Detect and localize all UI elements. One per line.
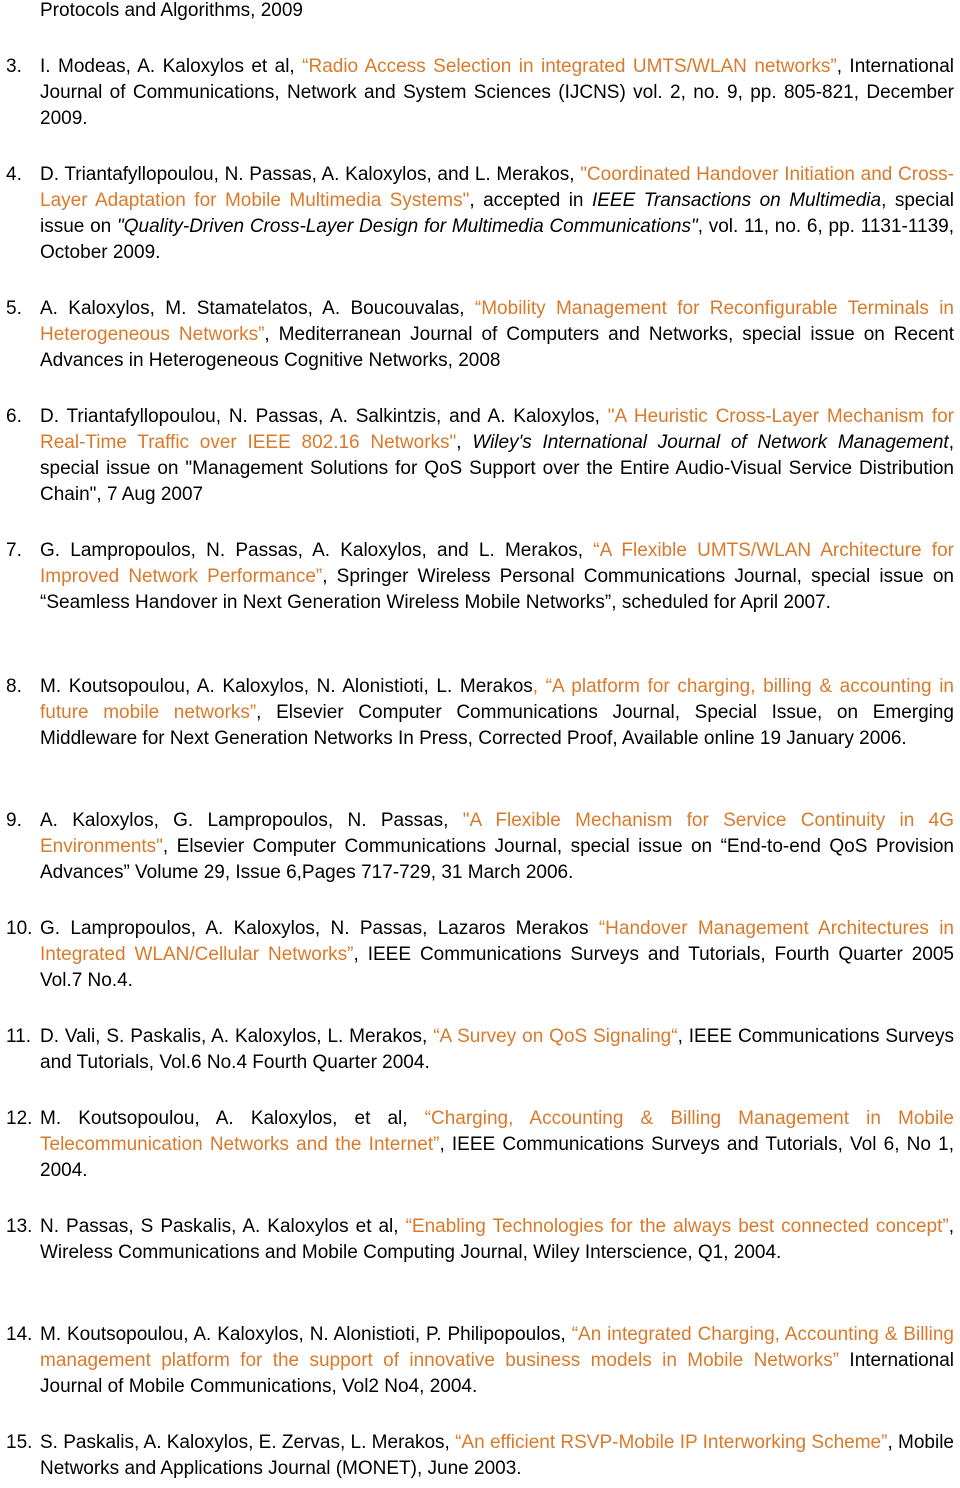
reference-item xyxy=(6,808,954,886)
reference-text: M. Koutsopoulou, A. Kaloxylos, et al, xyxy=(40,1108,425,1129)
reference-title: “A Flexible UMTS/WLAN Architecture for Improved Network Performance” xyxy=(40,540,954,587)
reference-text: M. Koutsopoulou, A. Kaloxylos, N. Alonistioti, P. Philipopoulos, xyxy=(40,1324,572,1345)
reference-item xyxy=(6,1214,954,1266)
continued-reference-line: Protocols and Algorithms, 2009 xyxy=(40,0,303,21)
reference-title: “An efficient RSVP-Mobile IP Interworking Scheme” xyxy=(455,1432,888,1453)
reference-number: 7. xyxy=(6,540,22,561)
reference-text: , Mediterranean Journal of Computers and Networks, special issue on Recent Advances in Heterogeneous Cognitive Networks, 2008 xyxy=(40,324,955,371)
reference-text: D. Triantafyllopoulou, N. Passas, A. Kaloxylos, and L. Merakos, xyxy=(40,164,581,185)
reference-title: “Enabling Technologies for the always best connected concept” xyxy=(405,1216,949,1237)
reference-title: “An integrated Charging, Accounting & Billing management platform for the support of innovative business models in Mobile Networks” xyxy=(40,1324,954,1371)
reference-item xyxy=(6,296,955,374)
reference-number: 8. xyxy=(6,676,22,697)
reference-title: “Handover Management Architectures in Integrated WLAN/Cellular Networks” xyxy=(40,918,955,965)
reference-title: “Mobility Management for Reconfigurable Terminals in Heterogeneous Networks” xyxy=(40,298,954,345)
reference-number: 15. xyxy=(6,1432,33,1453)
reference-number: 14. xyxy=(6,1324,33,1345)
reference-title: "A Heuristic Cross-Layer Mechanism for Real-Time Traffic over IEEE 802.16 Networks" xyxy=(40,406,954,453)
reference-text: , International Journal of Communications, Network and System Sciences (IJCNS) vol. 2, no. 9, pp. 805-821, December 2009. xyxy=(40,56,954,129)
reference-text: International Journal of Mobile Communications, Vol2 No4, 2004. xyxy=(40,1350,955,1397)
reference-venue: IEEE Transactions on Multimedia xyxy=(591,190,882,211)
reference-text: G. Lampropoulos, N. Passas, A. Kaloxylos, and L. Merakos, xyxy=(40,540,594,561)
reference-title: "Coordinated Handover Initiation and Cross-Layer Adaptation for Mobile Multimedia Systems" xyxy=(40,164,955,211)
reference-item xyxy=(6,1322,955,1400)
reference-number: 13. xyxy=(6,1216,33,1237)
reference-text: D. Vali, S. Paskalis, A. Kaloxylos, L. Merakos, xyxy=(40,1026,434,1047)
reference-item xyxy=(6,162,955,266)
reference-text: , Springer Wireless Personal Communications Journal, special issue on “Seamless Handover in Next Generation Wireless Mobile Networks”, scheduled for April 2007. xyxy=(40,566,955,613)
reference-number: 11. xyxy=(6,1026,32,1047)
reference-text: M. Koutsopoulou, A. Kaloxylos, N. Alonistioti, L. Merakos xyxy=(40,676,533,697)
reference-text: D. Triantafyllopoulou, N. Passas, A. Salkintzis, and A. Kaloxylos, xyxy=(40,406,608,427)
reference-text: , vol. 11, no. 6, pp. 1131-1139, October 2009. xyxy=(40,216,954,263)
reference-venue: Wiley's International Journal of Network Management xyxy=(472,432,949,453)
reference-item xyxy=(6,674,955,752)
reference-text: , IEEE Communications Surveys and Tutorials, Vol 6, No 1, 2004. xyxy=(40,1134,954,1181)
reference-text: , xyxy=(456,432,473,453)
reference-number: 9. xyxy=(6,810,22,831)
reference-text: I. Modeas, A. Kaloxylos et al, xyxy=(40,56,303,77)
reference-number: 10. xyxy=(6,918,33,939)
reference-item xyxy=(6,404,954,508)
reference-text: A. Kaloxylos, G. Lampropoulos, N. Passas, xyxy=(40,810,463,831)
reference-title: "A Flexible Mechanism for Service Continuity in 4G Environments" xyxy=(40,810,954,857)
reference-title: “A Survey on QoS Signaling“ xyxy=(433,1026,678,1047)
reference-item xyxy=(6,538,955,616)
reference-text: N. Passas, S Paskalis, A. Kaloxylos et al, xyxy=(40,1216,406,1237)
reference-text: , Wireless Communications and Mobile Computing Journal, Wiley Interscience, Q1, 2004. xyxy=(40,1216,954,1263)
reference-item xyxy=(6,1430,954,1482)
reference-item xyxy=(6,916,955,994)
reference-venue: "Quality-Driven Cross-Layer Design for Multimedia Communications" xyxy=(116,216,698,237)
reference-number: 3. xyxy=(6,56,22,77)
reference-text: A. Kaloxylos, M. Stamatelatos, A. Boucouvalas, xyxy=(40,298,475,319)
reference-text: , special issue on "Management Solutions for QoS Support over the Entire Audio-Visual Service Distribution Chain", 7 Aug 2007 xyxy=(40,432,954,505)
reference-text: , special issue on xyxy=(40,190,954,237)
reference-text: , Elsevier Computer Communications Journal, Special Issue, on Emerging Middleware for Next Generation Networks In Press, Corrected Proof, Available online 19 January 2006. xyxy=(40,702,955,749)
reference-text: , IEEE Communications Surveys and Tutorials, Fourth Quarter 2005 Vol.7 No.4. xyxy=(40,944,954,991)
reference-text: , IEEE Communications Surveys and Tutorials, Vol.6 No.4 Fourth Quarter 2004. xyxy=(40,1026,954,1073)
reference-number: 5. xyxy=(6,298,22,319)
reference-text: G. Lampropoulos, A. Kaloxylos, N. Passas, Lazaros Merakos xyxy=(40,918,599,939)
reference-text: S. Paskalis, A. Kaloxylos, E. Zervas, L. Merakos, xyxy=(40,1432,456,1453)
reference-text: , Mobile Networks and Applications Journal (MONET), June 2003. xyxy=(40,1432,954,1479)
reference-text: , accepted in xyxy=(469,190,592,211)
reference-number: 6. xyxy=(6,406,22,427)
reference-number: 12. xyxy=(6,1108,33,1129)
reference-text: , Elsevier Computer Communications Journal, special issue on “End-to-end QoS Provision Advances” Volume 29, Issue 6,Pages 717-729, 31 March 2006. xyxy=(40,836,954,883)
reference-title: “Charging, Accounting & Billing Management in Mobile Telecommunication Networks and the Internet” xyxy=(40,1108,954,1155)
reference-number: 4. xyxy=(6,164,22,185)
reference-item xyxy=(6,54,954,132)
reference-title: , “A platform for charging, billing & accounting in future mobile networks” xyxy=(40,676,954,723)
reference-item xyxy=(6,1106,954,1184)
reference-title: “Radio Access Selection in integrated UMTS/WLAN networks” xyxy=(302,56,837,77)
reference-item xyxy=(6,1024,954,1076)
